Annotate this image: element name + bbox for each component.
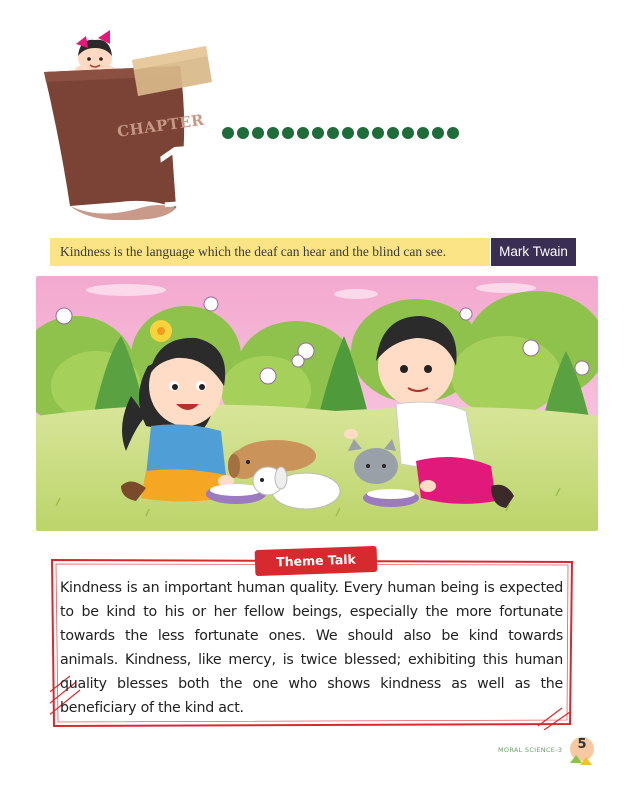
quote-bar xyxy=(50,238,576,266)
chapter-title-dots xyxy=(221,126,461,140)
title-dot xyxy=(312,127,324,139)
kids-feeding-pets-illustration xyxy=(36,276,598,531)
theme-talk-box xyxy=(50,551,574,730)
title-dot xyxy=(342,127,354,139)
title-dot xyxy=(222,127,234,139)
theme-talk-label: Theme Talk xyxy=(255,546,378,576)
chapter-badge xyxy=(40,30,220,227)
peeking-girl-icon xyxy=(75,30,115,74)
title-dot xyxy=(402,127,414,139)
title-dot xyxy=(282,127,294,139)
title-dot xyxy=(417,127,429,139)
book-title: MORAL SCIENCE-3 xyxy=(498,746,563,754)
theme-talk-body: Kindness is an important human quality. Every human being is expected to be kind to his or her fellow beings, especially the more fortunate towards the less fortunate ones. We should also be kind towards animals. Kindness, like mercy, is twice blessed; exhibiting this human quality blesses both the one who shows kindness as well as the beneficiary of the kind act. xyxy=(60,580,563,716)
title-dot xyxy=(387,127,399,139)
title-dot xyxy=(252,127,264,139)
title-dot xyxy=(327,127,339,139)
title-dot xyxy=(357,127,369,139)
page-number: 5 xyxy=(577,737,587,752)
title-dot xyxy=(447,127,459,139)
title-dot xyxy=(267,127,279,139)
title-dot xyxy=(297,127,309,139)
title-dot xyxy=(432,127,444,139)
title-dot xyxy=(372,127,384,139)
chapter-label: CHAPTER xyxy=(116,110,206,141)
chapter-number: 1 xyxy=(148,129,212,227)
quote-author: Mark Twain xyxy=(491,238,576,266)
title-dot xyxy=(237,127,249,139)
quote-text: Kindness is the language which the deaf can hear and the blind can see. xyxy=(50,238,490,266)
